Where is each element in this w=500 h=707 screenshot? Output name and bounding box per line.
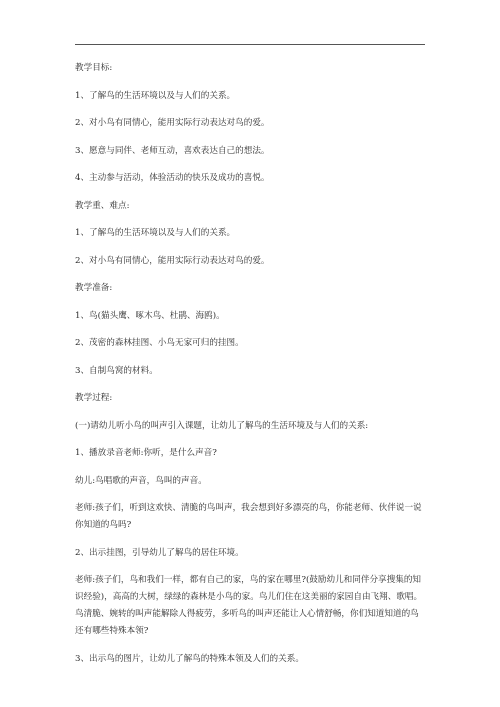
process-paragraph: 幼儿:鸟唱歌的声音，鸟叫的声音。 (75, 475, 207, 486)
key-point-item: 1、了解鸟的生活环境以及与人们的关系。 (75, 228, 236, 238)
objective-item: 2、对小鸟有同情心，能用实际行动表达对鸟的爱。 (75, 118, 270, 128)
preparation-item: 2、茂密的森林挂图、小鸟无家可归的挂图。 (75, 338, 244, 348)
process-paragraph: 老师:孩子们，鸟和我们一样，都有自己的家，鸟的家在哪里?(鼓励幼儿和同伴分享搜集的知识经验)，高高的大树，绿绿的森林是小鸟的家。鸟儿们住在这美丽的家园自由飞翔、歌唱。鸟清脆、婉转的叫声能解除人得疲劳，多听鸟的叫声还能让人心情舒畅，你们知道知道的鸟还有哪些特殊本领? (75, 575, 423, 636)
preparation-item: 1、鸟(猫头鹰、啄木鸟、杜鹃、海鸥)。 (75, 310, 225, 321)
heading-objectives: 教学目标: (75, 63, 113, 73)
document-body (75, 60, 427, 678)
objective-item: 4、主动参与活动，体验活动的快乐及成功的喜悦。 (75, 173, 270, 183)
process-paragraph: 1、播放录音老师:你听，是什么声音? (75, 448, 217, 458)
preparation-item: 3、自制鸟窝的材料。 (75, 365, 158, 376)
header-rule (75, 44, 425, 45)
key-point-item: 2、对小鸟有同情心，能用实际行动表达对鸟的爱。 (75, 255, 270, 266)
process-paragraph: (一)请幼儿听小鸟的叫声引入课题，让幼儿了解鸟的生活环境及与人们的关系: (75, 420, 369, 431)
process-paragraph: 2、出示挂图，引导幼儿了解鸟的居住环境。 (75, 547, 244, 558)
process-paragraph: 3、出示鸟的图片，让幼儿了解鸟的特殊本领及人们的关系。 (75, 653, 304, 664)
heading-preparation: 教学准备: (75, 283, 113, 293)
objective-item: 3、愿意与同伴、老师互动，喜欢表达自己的想法。 (75, 145, 270, 156)
process-paragraph: 老师:孩子们，听到这欢快、清脆的鸟叫声，我会想到好多漂亮的鸟，你能老师、伙伴说一说你知道的鸟吗? (75, 503, 422, 530)
heading-process: 教学过程: (75, 393, 113, 403)
heading-key-points: 教学重、难点: (75, 200, 130, 211)
objective-item: 1、了解鸟的生活环境以及与人们的关系。 (75, 90, 236, 101)
